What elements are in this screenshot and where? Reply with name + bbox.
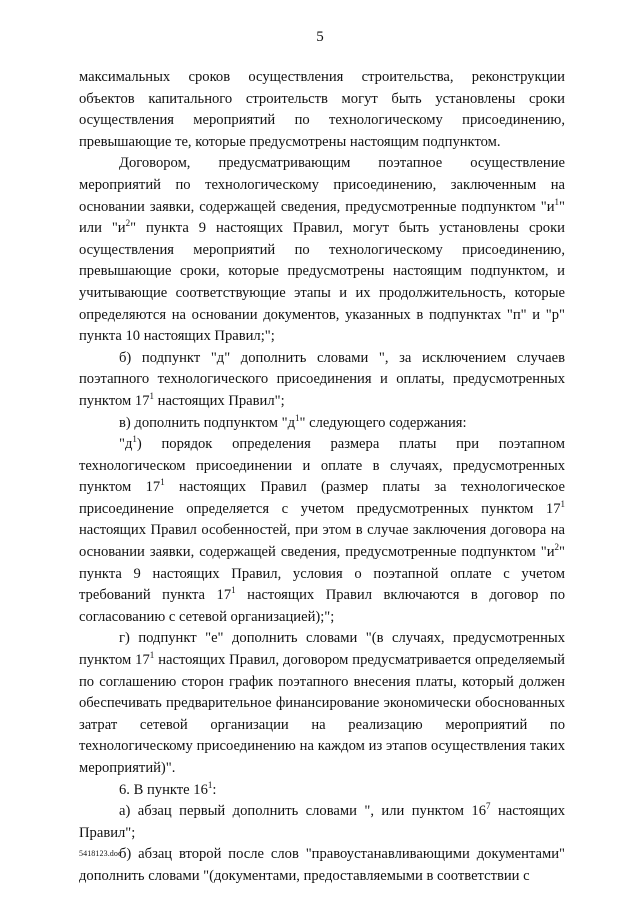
superscript: 1	[554, 196, 560, 207]
paragraph: а) абзац первый дополнить словами ", или пунктом $16^7$ настоящих Правил";	[79, 801, 565, 841]
superscript: 2	[125, 218, 131, 229]
document-body	[79, 67, 565, 888]
paragraph: б) подпункт "д" дополнить словами ", за исключением случаев поэтапного технологического присоединения и оплаты, предусмотренных пунктом $17^1$ настоящих Правил";	[79, 349, 565, 409]
superscript: 2	[554, 542, 560, 553]
paragraph: г) подпункт "е" дополнить словами "(в случаях, предусмотренных пунктом $17^1$ настоящих Правил, договором предусматривается определяемый по соглашению сторон график поэтапного внесения платы, который должен обеспечивать предварительное финансирование экономически обоснованных затрат сетевой организации на реализацию мероприятий по технологическому присоединению на каждом из этапов осуществления таких мероприятий)".	[79, 630, 565, 776]
paragraph: 6. В пункте $16^1$:	[119, 779, 217, 798]
paragraph: Договором, предусматривающим поэтапное осуществление мероприятий по технологическому присоединению, заключенным на основании заявки, содержащей сведения, предусмотренные подпунктом "$и^1$" или "$и^2$" пункта 9 настоящих Правил, могут быть установлены сроки осуществления мероприятий по технологическому присоединению, превышающие сроки, которые предусмотрены настоящим подпунктом, и учитывающие соответствующие этапы и их продолжительность, которые определяются на основании документов, указанных в подпунктах "п" и "р" пункта 10 настоящих Правил;";	[79, 155, 565, 345]
superscript: 1	[560, 498, 565, 509]
footer-filename: 5418123.doc	[79, 849, 122, 858]
superscript: 1	[295, 412, 300, 423]
page-number: 5	[316, 29, 324, 45]
paragraph: "$д^1$) порядок определения размера платы при поэтапном технологическом присоединении и оплате в случаях, предусмотренных пунктом $17^1$ настоящих Правил (размер платы за технологическое присоединение определяется с учетом предусмотренных пунктом $17^1$ настоящих Правил особенностей, при этом в случае заключения договора на основании заявки, содержащей сведения, предусмотренные подпунктом "$и^2$" пункта 9 настоящих Правил, условия о поэтапной оплате с учетом требований пункта $17^1$ настоящих Правил включаются в договор по согласованию с сетевой организацией);";	[79, 434, 565, 625]
superscript: 1	[160, 477, 165, 488]
superscript: 1	[132, 434, 137, 445]
paragraph: в) дополнить подпунктом "$д^1$" следующего содержания:	[119, 412, 467, 431]
paragraph: б) абзац второй после слов "правоустанавливающими документами" дополнить словами "(документами, предоставляемыми в соответствии с	[79, 846, 565, 884]
paragraph: максимальных сроков осуществления строительства, реконструкции объектов капитального строительств могут быть установлены сроки осуществления мероприятий по технологическому присоединению, превышающие те, которые предусмотрены настоящим подпунктом.	[79, 69, 565, 150]
superscript: 7	[486, 801, 491, 812]
superscript: 1	[149, 390, 154, 401]
superscript: 1	[231, 585, 236, 596]
superscript: 1	[207, 779, 213, 790]
superscript: 1	[149, 650, 155, 661]
